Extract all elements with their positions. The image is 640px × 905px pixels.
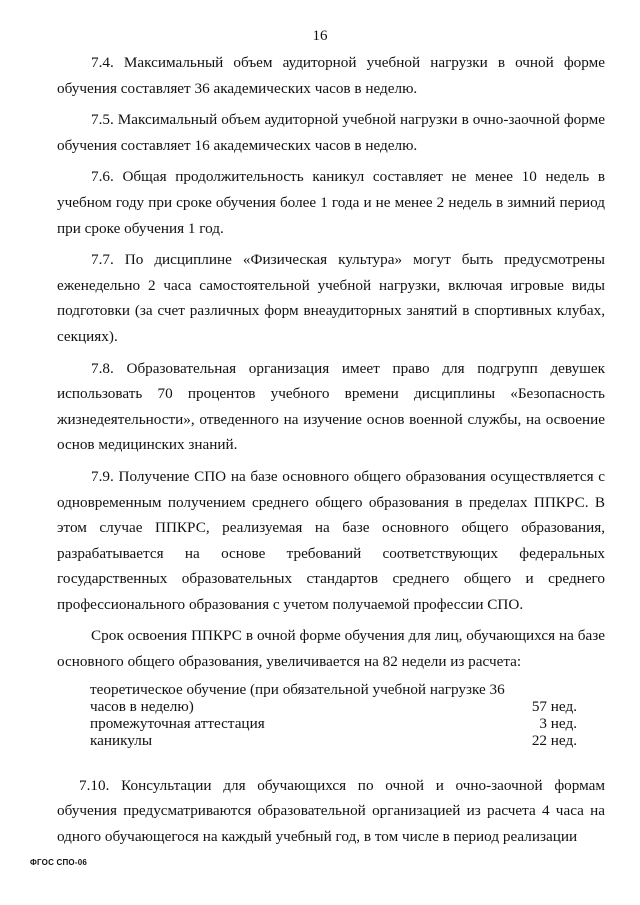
hours-row	[90, 681, 577, 715]
hours-row	[90, 715, 577, 732]
hours-breakdown	[90, 681, 577, 749]
paragraph-duration: Срок освоения ППКРС в очной форме обучения для лиц, обучающихся на базе основного общего образования, увеличивается на 82 недели из расчета:	[57, 627, 605, 671]
paragraph-7-6: 7.6. Общая продолжительность каникул составляет не менее 10 недель в учебном году при сроке обучения более 1 года и не менее 2 недель в зимний период при сроке обучения 1 год.	[57, 168, 605, 237]
document-body	[57, 50, 605, 855]
hours-label: каникулы	[90, 731, 153, 749]
hours-value: 57 нед.	[531, 697, 577, 715]
paragraph-7-7: 7.7. По дисциплине «Физическая культура» могут быть предусмотрены еженедельно 2 часа самостоятельной учебной нагрузки, включая игровые виды подготовки (за счет различных форм внеаудиторных занятий в спортивных клубах, секциях).	[57, 251, 605, 345]
hours-value: 22 нед.	[531, 731, 577, 749]
paragraph-7-5: 7.5. Максимальный объем аудиторной учебной нагрузки в очно-заочной форме обучения составляет 16 академических часов в неделю.	[57, 111, 605, 154]
paragraph-7-4: 7.4. Максимальный объем аудиторной учебной нагрузки в очной форме обучения составляет 36 академических часов в неделю.	[57, 54, 605, 97]
paragraph-7-9: 7.9. Получение СПО на базе основного общего образования осуществляется с одновременным получением среднего общего образования в пределах ППКРС. В этом случае ППКРС, реализуемая на базе основного общего образования, разрабатывается на основе требований соответствующих федеральных государственных образовательных стандартов среднего общего и среднего профессионального образования с учетом получаемой профессии СПО.	[57, 467, 605, 613]
hours-label: промежуточная аттестация	[90, 714, 265, 732]
hours-label: теоретическое обучение (при обязательной учебной нагрузке 36 часов в неделю)	[90, 680, 505, 715]
hours-value: 3 нед.	[539, 714, 577, 732]
footer-standard-code: ФГОС СПО-06	[30, 858, 87, 867]
paragraph-7-8: 7.8. Образовательная организация имеет право для подгрупп девушек использовать 70 процентов учебного времени дисциплины «Безопасность жизнедеятельности», отведенного на изучение основ военной службы, на освоение основ медицинских знаний.	[57, 359, 605, 454]
paragraph-7-10: 7.10. Консультации для обучающихся по очной и очно-заочной формам обучения предусматриваются образовательной организацией из расчета 4 часа на одного обучающегося на каждый учебный год, в том числе в период реализации	[57, 776, 605, 845]
page-number: 16	[312, 28, 328, 44]
hours-row	[90, 732, 577, 749]
